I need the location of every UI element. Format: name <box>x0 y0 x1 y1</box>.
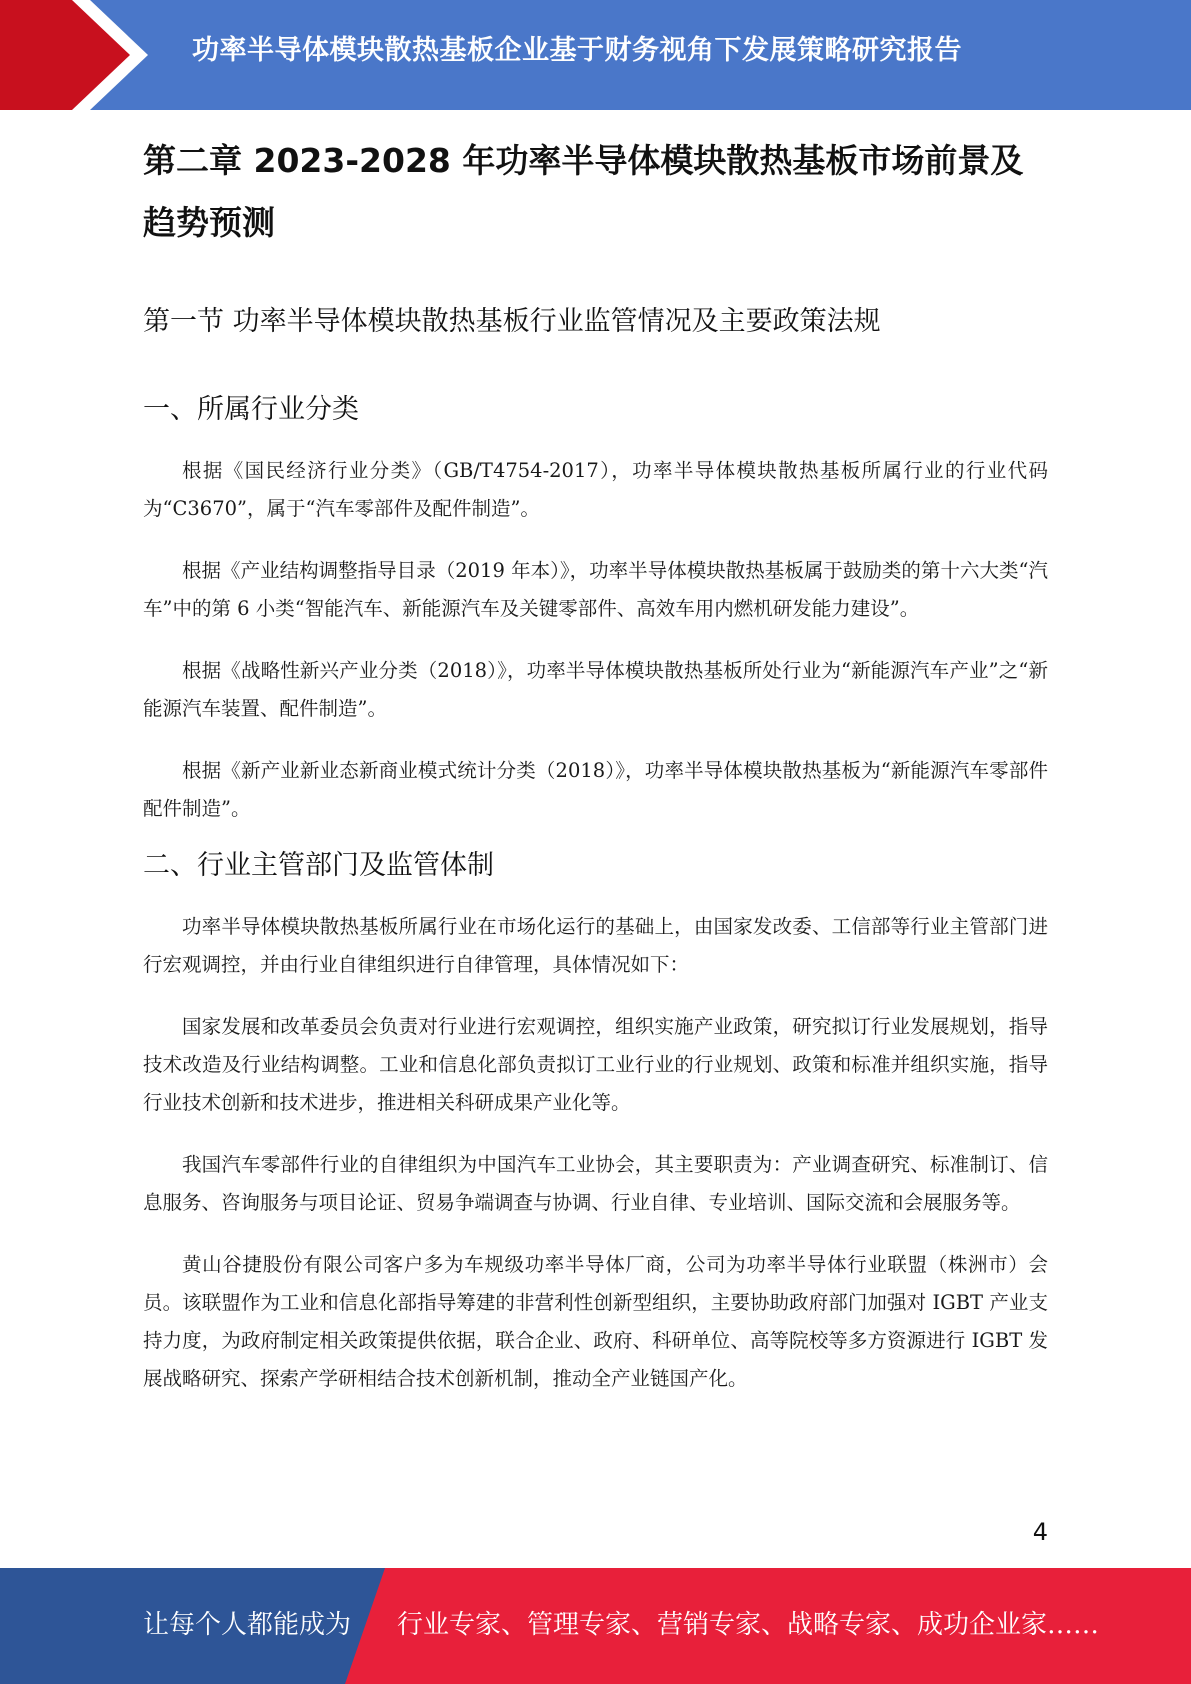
paragraph: 黄山谷捷股份有限公司客户多为车规级功率半导体厂商，公司为功率半导体行业联盟（株洲市）会员。该联盟作为工业和信息化部指导筹建的非营利性创新型组织，主要协助政府部门加强对 IGBT 产业支持力度，为政府制定相关政策提供依据，联合企业、政府、科研单位、高等院校等多方资源进行 IGBT 发展战略研究、探索产学研相结合技术创新机制，推动全产业链国产化。 <box>143 1253 1048 1390</box>
paragraph: 我国汽车零部件行业的自律组织为中国汽车工业协会，其主要职责为：产业调查研究、标准制订、信息服务、咨询服务与项目论证、贸易争端调查与协调、行业自律、专业培训、国际交流和会展服务等。 <box>143 1153 1048 1214</box>
subsection-title-classification: 一、所属行业分类 <box>143 394 359 425</box>
footer-slogan-right: 行业专家、管理专家、营销专家、战略专家、成功企业家…… <box>397 1610 1100 1640</box>
chapter-title: 第二章 2023-2028 年功率半导体模块散热基板市场前景及趋势预测 <box>143 141 1024 242</box>
paragraph: 根据《国民经济行业分类》（GB/T4754-2017），功率半导体模块散热基板所属行业的行业代码为“C3670”，属于“汽车零部件及配件制造”。 <box>143 459 1048 520</box>
paragraph: 根据《产业结构调整指导目录（2019 年本）》，功率半导体模块散热基板属于鼓励类的第十六大类“汽车”中的第 6 小类“智能汽车、新能源汽车及关键零部件、高效车用内燃机研发能力建设”。 <box>143 559 1048 620</box>
footer-banner <box>0 1568 1191 1684</box>
paragraph: 根据《战略性新兴产业分类（2018）》，功率半导体模块散热基板所处行业为“新能源汽车产业”之“新能源汽车装置、配件制造”。 <box>143 659 1048 720</box>
footer-slogan-left: 让每个人都能成为 <box>143 1610 352 1640</box>
page-number: 4 <box>1032 1518 1048 1546</box>
section-title: 第一节 功率半导体模块散热基板行业监管情况及主要政策法规 <box>143 306 881 337</box>
subsection-title-regulation: 二、行业主管部门及监管体制 <box>143 850 494 881</box>
paragraph: 国家发展和改革委员会负责对行业进行宏观调控，组织实施产业政策，研究拟订行业发展规划，指导技术改造及行业结构调整。工业和信息化部负责拟订工业行业的行业规划、政策和标准并组织实施，指导行业技术创新和技术进步，推进相关科研成果产业化等。 <box>143 1015 1048 1114</box>
report-title: 功率半导体模块散热基板企业基于财务视角下发展策略研究报告 <box>192 35 962 66</box>
chevron-decoration-icon <box>0 0 160 110</box>
main-content <box>143 130 1048 1398</box>
header-banner <box>0 0 1191 110</box>
paragraph: 功率半导体模块散热基板所属行业在市场化运行的基础上，由国家发改委、工信部等行业主管部门进行宏观调控，并由行业自律组织进行自律管理，具体情况如下： <box>143 915 1048 976</box>
paragraph: 根据《新产业新业态新商业模式统计分类（2018）》，功率半导体模块散热基板为“新能源汽车零部件配件制造”。 <box>143 759 1048 820</box>
